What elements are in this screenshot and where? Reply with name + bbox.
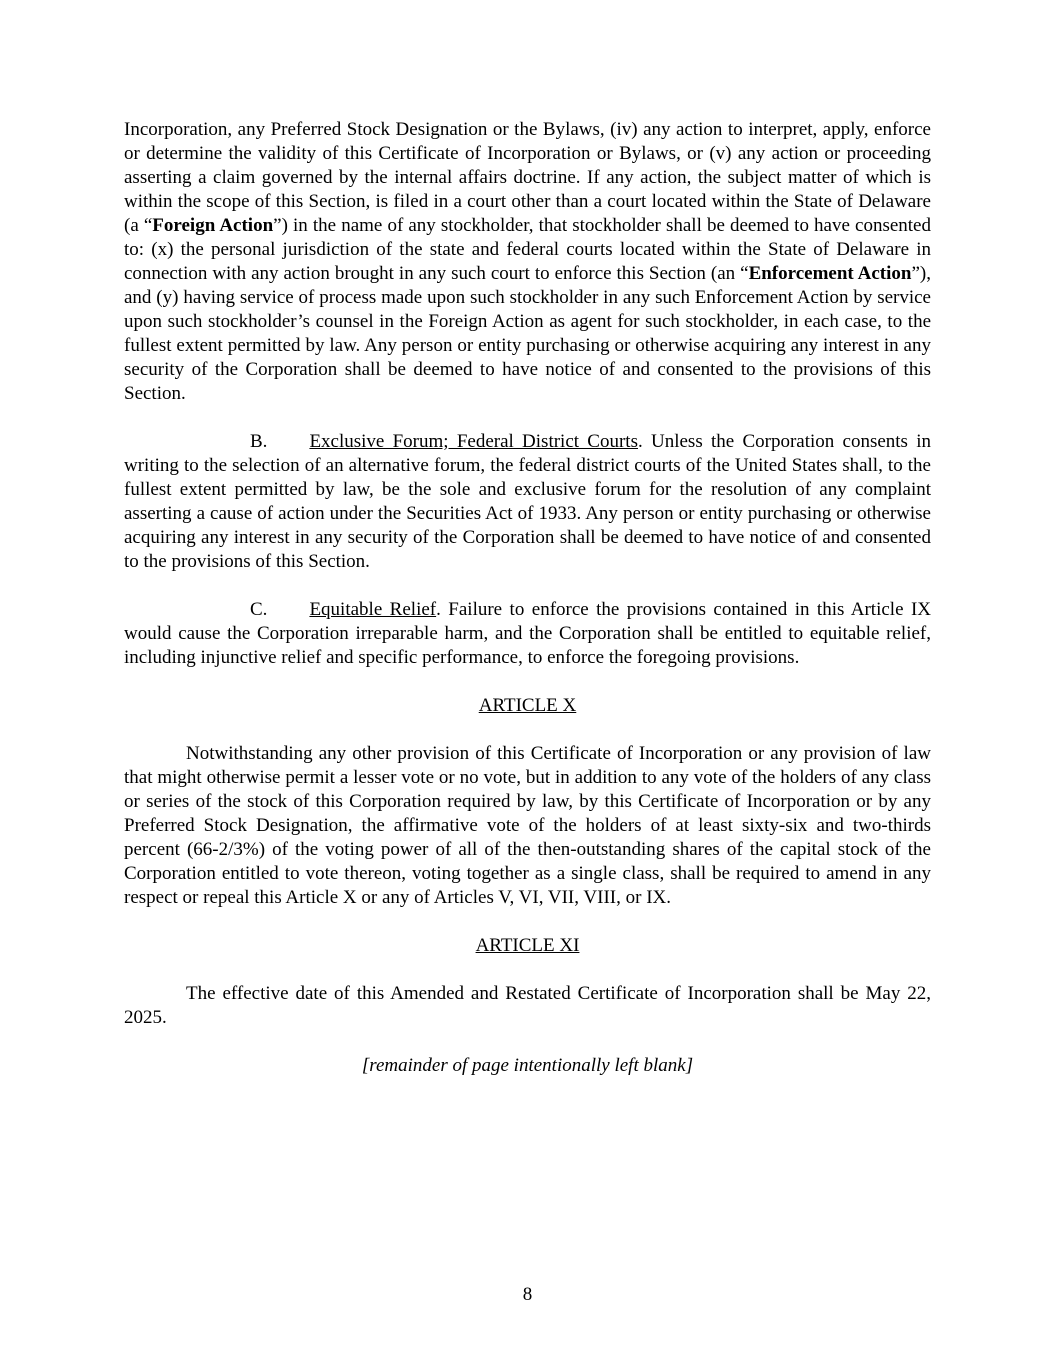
heading-article-xi <box>124 934 931 958</box>
text-segment: ARTICLE X <box>478 695 577 716</box>
heading-article-x <box>124 694 931 718</box>
paragraph-section-c <box>124 598 931 670</box>
document-body <box>124 118 931 1078</box>
text-segment: C. <box>250 599 268 620</box>
page-number: 8 <box>522 1284 533 1305</box>
text-segment: Enforcement Action <box>748 263 912 284</box>
paragraph-section-b <box>124 430 931 574</box>
text-segment: B. <box>250 431 268 452</box>
text-segment: . Failure to enforce the provisions contained in this Article IX would cause the Corporation irreparable harm, and the Corporation shall be entitled to equitable relief, including injunctive relief and specific performance, to enforce the foregoing provisions. <box>124 599 931 668</box>
paragraph-article-xi <box>124 982 931 1030</box>
text-segment: Incorporation, any Preferred Stock Designation or the Bylaws, (iv) any action to interpret, apply, enforce or determine the validity of this Certificate of Incorporation or Bylaws, or (v) any action or proceeding asserting a claim governed by the internal affairs doctrine. If any action, the subject matter of which is within the scope of this Section, is filed in a court other than a court located within the State of Delaware (a “ <box>124 119 931 236</box>
text-segment: [remainder of page intentionally left blank] <box>361 1055 694 1076</box>
text-segment: . Unless the Corporation consents in writing to the selection of an alternative forum, the federal district courts of the United States shall, to the fullest extent permitted by law, be the sole and exclusive forum for the resolution of any complaint asserting a cause of action under the Securities Act of 1933. Any person or entity purchasing or otherwise acquiring any interest in any security of the Corporation shall be deemed to have notice of and consented to the provisions of this Section. <box>124 431 931 572</box>
text-segment: Foreign Action <box>152 215 274 236</box>
text-segment: Notwithstanding any other provision of this Certificate of Incorporation or any provision of law that might otherwise permit a lesser vote or no vote, but in addition to any vote of the holders of any class or series of the stock of this Corporation required by law, by this Certificate of Incorporation or by any Preferred Stock Designation, the affirmative vote of the holders of at least sixty-six and two-thirds percent (66-2/3%) of the voting power of all of the then-outstanding shares of the capital stock of the Corporation entitled to vote thereon, voting together as a single class, shall be required to amend in any respect or repeal this Article X or any of Articles V, VI, VII, VIII, or IX. <box>124 743 931 908</box>
paragraph-forum-continuation <box>124 118 931 406</box>
paragraph-article-x <box>124 742 931 910</box>
text-segment: ”), and (y) having service of process made upon such stockholder in any such Enforcement Action by service upon such stockholder’s counsel in the Foreign Action as agent for such stockholder, in each case, to the fullest extent permitted by law. Any person or entity purchasing or otherwise acquiring any interest in any security of the Corporation shall be deemed to have notice of and consented to the provisions of this Section. <box>124 263 931 404</box>
remainder-blank-notice <box>124 1054 931 1078</box>
text-segment: Equitable Relief <box>309 599 437 620</box>
text-segment: ARTICLE XI <box>475 935 580 956</box>
text-segment: ”) in the name of any stockholder, that stockholder shall be deemed to have consented to: (x) the personal jurisdiction of the state and federal courts located within the State of Delaware in connection with any action brought in any such court to enforce this Section (an “ <box>124 215 931 284</box>
text-segment: Exclusive Forum; Federal District Courts <box>309 431 638 452</box>
text-segment: The effective date of this Amended and Restated Certificate of Incorporation shall be May 22, 2025. <box>124 983 931 1028</box>
